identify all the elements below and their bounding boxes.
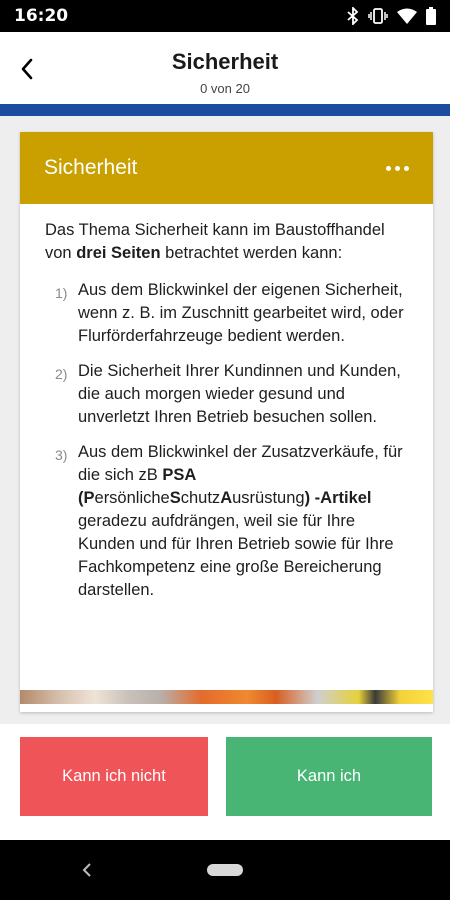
progress-counter: 0 von 20: [200, 81, 250, 96]
nav-home-pill[interactable]: [207, 864, 243, 876]
cant-do-button[interactable]: Kann ich nicht: [20, 737, 208, 816]
dot-icon: [404, 166, 409, 171]
can-do-button[interactable]: Kann ich: [226, 737, 432, 816]
chevron-left-icon: [82, 862, 92, 878]
list-item-number: 3): [55, 447, 68, 463]
list-item: [45, 279, 413, 348]
dot-icon: [386, 166, 391, 171]
battery-icon: [426, 7, 436, 25]
answer-panel: [0, 724, 450, 840]
list-item-number: 1): [55, 285, 68, 301]
more-options-button[interactable]: [386, 160, 409, 177]
card-image: [20, 690, 433, 704]
list-item-number: 2): [55, 366, 68, 382]
card-body: [20, 204, 433, 602]
status-icons: [347, 7, 436, 25]
list-item: [45, 360, 413, 429]
list-item-text: Aus dem Blickwinkel der eigenen Sicherheit, wenn z. B. im Zuschnitt gearbeitet wird, oder Flurförderfahrzeuge bedient werden.: [78, 281, 404, 345]
lesson-card: [20, 132, 433, 712]
card-title: Sicherheit: [44, 156, 138, 179]
page-title: Sicherheit: [171, 49, 279, 74]
bluetooth-icon: [347, 7, 359, 25]
app-bar: [0, 32, 450, 104]
progress-bar: [0, 104, 450, 116]
numbered-list: [45, 279, 413, 602]
system-nav-bar: [0, 840, 450, 900]
dot-icon: [395, 166, 400, 171]
status-time: 16:20: [14, 6, 69, 26]
nav-back-button[interactable]: [77, 859, 97, 881]
intro-text: Das Thema Sicherheit kann im Baustoffhandel von drei Seiten betrachtet werden kann:: [45, 221, 385, 262]
list-item-text: Die Sicherheit Ihrer Kundinnen und Kunden, die auch morgen wieder gesund und unverletzt Ihren Betrieb besuchen sollen.: [78, 362, 401, 426]
status-bar: [0, 0, 450, 32]
content-area[interactable]: [0, 116, 450, 724]
list-item-text: Aus dem Blickwinkel der Zusatzverkäufe, für die sich zB PSA (PersönlicheSchutzAusrüstung) -Artikel geradezu aufdrängen, weil sie für Ihre Kunden und für Ihren Betrieb sowie für Ihre Fachkompetenz eine große Bereicherung darstellen.: [78, 443, 403, 599]
vibrate-icon: [368, 8, 388, 24]
card-header: [20, 132, 433, 204]
list-item: [45, 441, 413, 602]
wifi-icon: [397, 8, 417, 24]
